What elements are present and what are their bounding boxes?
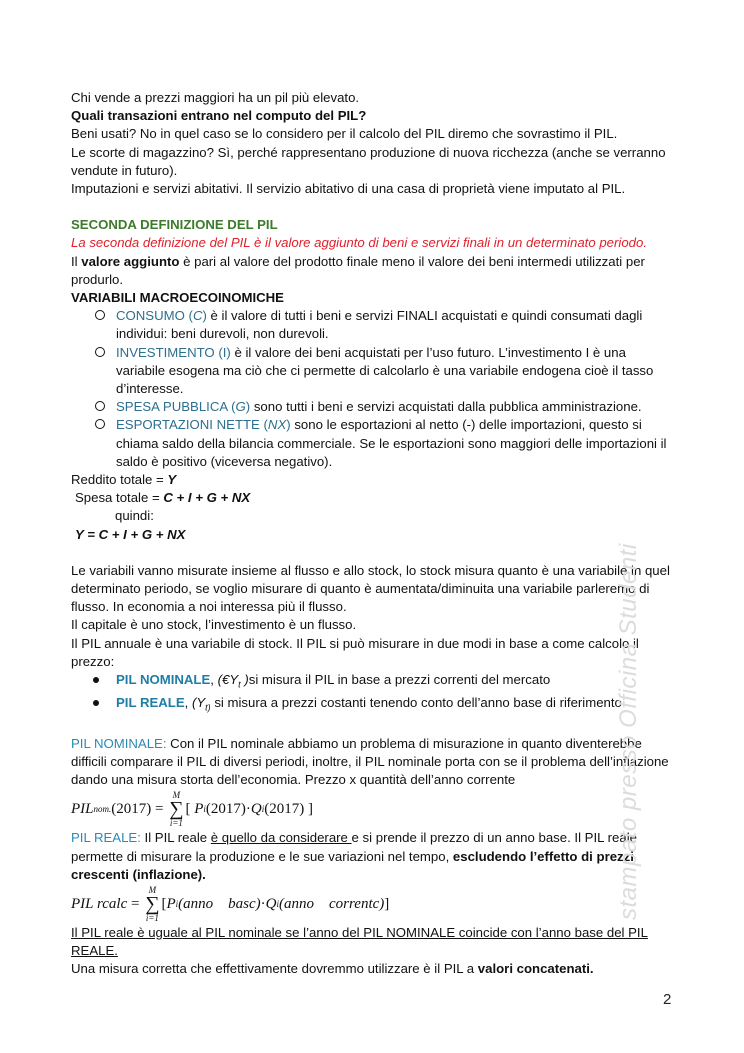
variable-name — [116, 417, 291, 432]
subscript: t — [238, 679, 241, 690]
pil-nominale-paragraph — [71, 735, 676, 790]
circle-bullet-icon — [95, 347, 105, 357]
quindi-label: quindi: — [115, 508, 154, 524]
variables-heading: VARIABILI MACROECOINOMICHE — [71, 290, 284, 306]
text: si misura il PIL in base a prezzi correnti del mercato — [248, 672, 551, 688]
text: ) — [240, 672, 249, 688]
bullet-icon — [93, 700, 99, 706]
watermark: stampato presso Officina Studenti — [615, 543, 642, 920]
text: Con il PIL nominale abbiamo un problema di misurazione in quanto diventerebbe difficili comparare il PIL di diversi periodi, inoltre, il PIL nominale porta con se il problema dell’inflazione dando una misura storta dell’economia. Prezzo x quantità dell’anno corrente — [71, 735, 669, 788]
formula-term: (2017) — [264, 801, 305, 818]
text: Spesa totale = — [75, 490, 164, 506]
text: (Y — [191, 694, 206, 710]
formula-term: (anno correntc) — [279, 895, 385, 912]
underlined-statement: Il PIL reale è uguale al PIL nominale se l’anno del PIL NOMINALE coincide con l’anno base del PIL REALE. — [71, 925, 648, 959]
bracket: [ — [185, 801, 195, 818]
summation-icon: M ∑ i=1 — [169, 790, 184, 829]
subscript: i — [276, 898, 280, 909]
underlined-text: è quello da considerare — [210, 830, 352, 846]
text: (€Y — [217, 672, 239, 688]
text: ) — [286, 417, 291, 433]
text: Reddito totale = — [71, 472, 168, 488]
closing-paragraph — [71, 960, 676, 978]
subscript: i — [175, 898, 179, 909]
operator: = — [127, 895, 144, 912]
circle-bullet-icon — [95, 419, 105, 429]
text: Il PIL reale — [140, 830, 211, 846]
symbol — [191, 694, 211, 713]
symbol: Y — [167, 472, 177, 488]
text: Il — [71, 253, 82, 269]
paragraph: Il capitale è uno stock, l’investimento è un flusso. — [71, 617, 357, 633]
text: ) — [202, 308, 207, 324]
variable-name — [116, 399, 250, 414]
label-pil-reale: PIL REALE: — [71, 830, 141, 846]
symbol: NX — [267, 417, 287, 433]
formula-term: PIL rcalc — [71, 895, 128, 912]
subscript: i — [203, 804, 206, 815]
bracket: ] — [304, 801, 314, 818]
text: , — [184, 694, 192, 710]
text: SPESA PUBBLICA ( — [116, 399, 236, 415]
summation-icon: M ∑ i=1 — [145, 885, 160, 923]
valore-aggiunto-paragraph — [71, 253, 676, 289]
bullet-icon — [93, 677, 99, 683]
paragraph: Le variabili vanno misurate insieme al flusso e allo stock, lo stock misura quanto è una variabile in quel determinato periodo, se voglio misurare di quanto è aumentata/diminuita una variabile parleremo di flusso. In economia a noi interessa più il flusso. — [71, 562, 670, 615]
formula-pil-reale — [71, 884, 676, 924]
text: CONSUMO ( — [116, 308, 193, 324]
bracket: [ — [161, 895, 167, 912]
variable-description: è il valore di tutti i beni e servizi FINALI acquistati e quindi consumati dagli individui: beni durevoli, non durevoli. — [116, 308, 643, 342]
formula-pil-nominale — [71, 789, 676, 829]
term-pil-reale: PIL REALE — [116, 694, 185, 710]
operator: · — [245, 801, 251, 818]
bold-text: escludendo l’effetto di prezzi crescenti (inflazione). — [71, 848, 634, 882]
intro-line: Chi vende a prezzi maggiori ha un pil più elevato. — [71, 90, 360, 105]
text: Una misura corretta che effettivamente dovremmo utilizzare è il PIL a — [71, 961, 478, 977]
symbol — [217, 672, 249, 690]
operator: = — [151, 801, 168, 818]
term-valore-aggiunto: valore aggiunto — [81, 253, 180, 269]
variable-description: sono le esportazioni al netto (-) delle importazioni, questo si chiama saldo della bilancia commerciale. Se le esportazioni sono maggiori delle importazioni il saldo è positivo (viceversa negativo). — [116, 417, 667, 469]
pil-reale-paragraph — [71, 829, 676, 884]
term-pil-nominale: PIL NOMINALE — [116, 672, 211, 688]
variable-description: è il valore dei beni acquistati per l’uso futuro. L’investimento I è una variabile esogena ma ciò che ci permette di calcolarlo è una variabile endogena cioè il tasso d’interesse. — [116, 344, 654, 397]
variable-description: sono tutti i beni e servizi acquistati dalla pubblica amministrazione. — [250, 399, 642, 415]
intro-line: Imputazioni e servizi abitativi. Il servizio abitativo di una casa di proprietà viene imputato al PIL. — [71, 181, 626, 197]
equation-reddito — [71, 471, 676, 489]
lower-limit: i=1 — [145, 913, 159, 923]
section-question: Quali transazioni entrano nel computo del PIL? — [71, 108, 367, 124]
text: e si prende il prezzo di un anno base. Il PIL reale permette di misurare la produzione e le sue variazioni nel tempo, — [71, 830, 637, 864]
formula-term: Q — [265, 895, 277, 912]
text: ESPORTAZIONI NETTE ( — [116, 417, 268, 433]
subscript: nom. — [93, 804, 112, 815]
equation-identity: Y = C + I + G + NX — [75, 526, 186, 542]
formula-term: Q — [250, 801, 262, 818]
label-pil-nominale: PIL NOMINALE: — [71, 735, 167, 751]
paragraph: Il PIL annuale è una variabile di stock. Il PIL si può misurare in due modi in base a come calcolo il prezzo: — [71, 635, 639, 669]
bracket: ] — [384, 895, 390, 912]
text: è pari al valore del prodotto finale meno il valore dei beni intermedi utilizzati per produrlo. — [71, 253, 645, 287]
page-number: 2 — [663, 991, 672, 1008]
upper-limit: M — [148, 885, 157, 895]
circle-bullet-icon — [95, 401, 105, 411]
list-item — [116, 307, 676, 343]
list-item — [116, 416, 676, 471]
intro-line: Le scorte di magazzino? Sì, perché rappresentano produzione di nuova ricchezza (anche se verranno vendute in futuro). — [71, 144, 666, 178]
list-item — [116, 344, 676, 399]
formula-term: P — [194, 801, 204, 818]
list-item — [116, 671, 676, 694]
formula-term: (2017) — [205, 801, 246, 818]
formula-term: (anno basc) — [178, 895, 261, 912]
lower-limit: i=1 — [169, 818, 183, 829]
list-item — [116, 398, 676, 416]
text: si misura a prezzi costanti tenendo conto dell’anno base di riferimento — [210, 694, 622, 710]
page-content — [71, 89, 676, 979]
variable-name — [116, 308, 207, 323]
circle-bullet-icon — [95, 310, 105, 320]
symbol: C + I + G + NX — [163, 490, 251, 506]
variables-list — [71, 307, 676, 471]
section-heading: SECONDA DEFINIZIONE DEL PIL — [71, 217, 278, 233]
operator: · — [260, 895, 266, 912]
formula-term: PIL — [71, 801, 94, 818]
symbol: G — [235, 399, 246, 415]
list-item — [116, 694, 676, 717]
text: , — [210, 672, 218, 688]
definition-text: La seconda definizione del PIL è il valore aggiunto di beni e servizi finali in un determinato periodo. — [71, 235, 647, 251]
subscript: i — [261, 804, 265, 815]
bold-text: valori concatenati. — [477, 961, 594, 977]
subscript: t) — [205, 702, 211, 713]
equation-spesa — [71, 489, 676, 507]
variable-name: INVESTIMENTO (I) — [116, 344, 231, 360]
text: ) — [245, 399, 251, 415]
symbol: C — [192, 308, 203, 324]
formula-term: (2017) — [111, 801, 152, 818]
intro-line: Beni usati? No in quel caso se lo considero per il calcolo del PIL diremo che sovrastimo il PIL. — [71, 126, 618, 142]
pil-types-list — [71, 671, 676, 717]
upper-limit: M — [172, 790, 181, 801]
formula-term: P — [166, 895, 176, 912]
